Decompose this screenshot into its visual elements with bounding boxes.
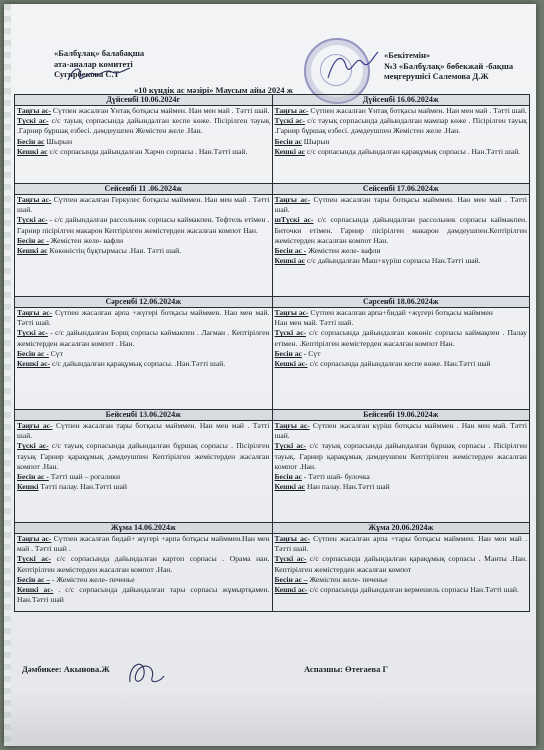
meal-entry	[275, 575, 528, 585]
meal-text: . с/с сорпасында дайындалған тары сорпасы жұмыртқамен. Нан.Тәтті шай	[17, 585, 270, 605]
meal-label: Түскі ас-	[17, 441, 49, 451]
meal-label: Бесін ас -	[17, 235, 49, 245]
meal-label: Бесін ас -	[17, 348, 49, 358]
meal-text: Сүтпен жасалған тары ботқасы майммен. Нан мен май . Тәтті шай.	[17, 421, 270, 441]
meal-text: с/с тауық сорпасында дайындалған бұршақ сорпасы . Пісірілген тауық Гарнир қарақұмық дәмдеушпен Кептірілген жемістерден жасалған компот .Нан.	[17, 441, 270, 471]
meal-entry	[17, 441, 270, 472]
meal-entry	[275, 554, 528, 574]
meal-label: шТүскі ас-	[274, 215, 314, 225]
day-date: Дүйсенбі 16.06.2024ж	[272, 95, 530, 106]
meal-entry	[17, 349, 270, 359]
meal-label: Кешкі ас-	[17, 359, 51, 369]
meal-text: с/с тауық сорпасында дайындалған мампар көже . Пісірілген тауық .Гарнир бұршақ езбесі. дәмдеушпен Жемістен желе .Нан.	[274, 116, 527, 136]
meal-entry	[275, 116, 528, 136]
meal-text: Тәтті палау. Нан.Тәтті шай	[38, 482, 127, 492]
meal-label: Кешкі ас	[17, 146, 48, 156]
meal-label: Бесін ас –	[17, 574, 51, 584]
meal-label: Түскі ас-	[274, 116, 306, 126]
meal-text: Көкөністің бұқтырмасы .Нан. Тәтті шай.	[47, 246, 182, 256]
meal-entry	[275, 147, 528, 157]
header-right	[384, 50, 513, 82]
day-menu	[272, 421, 530, 523]
meal-entry	[17, 215, 270, 235]
header-left-line-3: Сугирбекова С.Т	[54, 69, 120, 79]
meal-label: Кешкі ас-	[274, 359, 308, 369]
day-menu	[272, 308, 530, 410]
meal-entry	[17, 585, 270, 605]
meal-entry	[275, 349, 528, 359]
meal-label: Кешкі ас	[274, 482, 306, 492]
meal-entry	[275, 246, 528, 256]
signature-head	[322, 48, 382, 86]
meal-entry	[17, 421, 270, 441]
meal-label: Кешкі	[17, 482, 39, 492]
meal-text: - Жемістен желе- печенье	[50, 574, 135, 584]
day-date: Жұма 20.06.2024ж	[272, 523, 530, 534]
meal-label: Түскі ас-	[17, 215, 48, 225]
meal-label: Түскі ас-	[17, 116, 49, 126]
header-right-line-2: №3 «Балбұлақ» бөбекжай -бақша	[384, 60, 514, 71]
footer-nurse: Дәмбикеe: Акынова.Ж	[22, 664, 110, 674]
meal-text: с/с сорпасында дайындалған қарақұмық сорпасы . Манты .Нан. Кептірілген жемістерден жасалған компот	[274, 554, 527, 574]
meal-entry	[17, 482, 270, 492]
meal-text: Жемістен желе- вафли	[306, 246, 381, 256]
meal-text: Сүтпен жасалған Ұнтақ ботқасы маймен. Нан мен май . Тәтті шай.	[51, 106, 270, 115]
meal-entry	[275, 256, 528, 266]
meal-entry	[275, 308, 528, 318]
day-date: Сейсенбі 11 .06.2024ж	[15, 184, 273, 195]
meal-label: Түскі ас-	[274, 328, 307, 338]
meal-text: с/с сорпасында дайындалған Харчо сорпасы . Нан.Тәтті шай.	[47, 146, 248, 156]
meal-text: с/с сорпасында дайындалған кеспе көже. Нан.Тәтті шай	[307, 359, 491, 369]
day-menu	[15, 308, 273, 410]
meal-label: Түскі ас-	[17, 328, 48, 338]
meal-text: Жемістен желе- печенье	[307, 574, 388, 584]
meal-entry	[275, 482, 528, 492]
meal-entry	[275, 137, 528, 147]
meal-text: Сүтпен жасалған бидай+ жүгері +арпа ботқасы майммен.Нан мен май . Тәтті шай .	[17, 534, 270, 554]
meal-label: Түскі ас-	[17, 554, 52, 564]
day-menu	[272, 106, 530, 184]
meal-text: Сүтпен жасалған арпа +тары ботқасы майммен. Нан мен май . Тәтті шай.	[274, 534, 527, 554]
meal-label: Таңғы ас-	[274, 421, 310, 430]
menu-document	[4, 4, 536, 746]
day-date: Жұма 14.06.2024ж	[15, 523, 273, 534]
meal-text: с/с сорпасында дайындалған вермешель сорпасы Нан.Тәтті шай.	[307, 585, 519, 595]
meal-label: Бесін ас -	[274, 246, 307, 256]
meal-text: Тәтті шай – рогалики	[48, 472, 121, 482]
meal-label: Бесін ас	[274, 348, 302, 358]
day-date: Сәрсенбі 18.06.2024ж	[272, 297, 530, 308]
meal-label: Таңғы ас-	[274, 195, 311, 204]
meal-entry	[17, 236, 270, 246]
header-left-line-2: ата-аналар комитеті	[54, 58, 133, 69]
meal-text: - с/с дайындалған Борщ сорпасы каймакпен . Лагман . Кептірілген жемістерден жасалған компот . Нан.	[17, 328, 270, 348]
document-title: «10 күндік ас мәзірі» Маусым айы 2024 ж	[134, 85, 293, 95]
meal-text: Сүтпен жасалған күріш ботқасы майммен . Нан мен май. Тәтті шай.	[274, 421, 527, 441]
meal-entry	[17, 554, 270, 574]
meal-entry	[275, 215, 528, 246]
meal-label: Таңғы ас-	[17, 421, 53, 430]
meal-text: Сүтпен жасалған Ұнтақ ботқасы маймен. Нан мен май . Тәтті шай.	[308, 106, 527, 115]
meal-text: с/с сорпасында дайындалған көкөніс сорпасы каймақпен . Палау етімен. .Кептірілген жемістерден жасалған компот Нан.	[274, 328, 527, 348]
day-menu	[15, 195, 273, 297]
day-date: Сейсенбі 17.06.2024ж	[272, 184, 530, 195]
meal-text: Шырын	[301, 136, 330, 146]
meal-entry	[275, 585, 528, 595]
meal-entry	[17, 246, 270, 256]
meal-entry	[17, 195, 270, 215]
meal-entry	[275, 441, 528, 472]
meal-label: Бесін ас -	[17, 472, 49, 482]
meal-text: Нан палау. Нан.Тәтті шай	[305, 482, 390, 492]
day-menu	[15, 421, 273, 523]
footer-cook: Аспазшы: Өтегаева Г	[304, 664, 388, 674]
meal-text: с/с тауық сорпасында дайындалған кеспе көже. Пісірілген тауық .Гарнир бұршақ езбесі. дәмдеушпен Жемістен желе .Нан.	[17, 116, 270, 136]
meal-label: Таңғы ас-	[274, 308, 309, 317]
meal-text: с/с сорпасында дайындалған рассольник сорпасы каймакпен. Биточки етімен. Гарнир пісірілген макарон дәмдеушпен.Кептірілген жемістерден жасалған компот Нан.	[274, 215, 527, 245]
meal-entry	[17, 308, 270, 328]
meal-entry	[17, 147, 270, 157]
meal-text: Сүтпен жасалған арпа+бидай +жүгері ботқасы майммен	[308, 308, 493, 317]
meal-entry	[275, 534, 528, 554]
meal-entry	[17, 359, 270, 369]
meal-label: Бесін ас	[17, 136, 45, 146]
header-right-line-3: меңгерушісі Салемова Д.Ж	[384, 71, 489, 81]
header-right-line-1: «Бекітемін»	[384, 50, 431, 60]
meal-entry	[17, 137, 270, 147]
meal-entry	[275, 106, 528, 116]
meal-text: с/с дайындалған Маш+күріш сорпасы Нан.Тәтті шай.	[305, 256, 481, 266]
day-menu	[15, 106, 273, 184]
meal-entry	[275, 421, 528, 441]
meal-text: с/с дайындалған қарақұмық сорпасы. .Нан.Тәтті шай.	[50, 359, 226, 369]
meal-label: Бесін ас	[274, 136, 302, 146]
day-menu	[272, 195, 530, 297]
meal-text: с/с тауық сорпасында дайындалған бұршақ сорпасы . Пісірілген тауық. Гарнир қарақұмық дәмдеушпен Кептірілген жемістерден жасалған компот .Нан.	[274, 441, 528, 471]
meal-entry	[275, 195, 528, 215]
meal-label: Таңғы ас-	[17, 308, 53, 317]
meal-entry	[275, 328, 528, 348]
meal-entry	[275, 472, 528, 482]
meal-text: Шырын	[44, 136, 73, 146]
meal-label: Таңғы ас-	[17, 534, 52, 543]
meal-text: с/с сорпасында дайындалған картоп сорпасы . Орама нан. Кептірілген жемістерден жасалған компот .Нан.	[17, 554, 270, 574]
day-menu	[272, 534, 530, 612]
meal-entry	[17, 116, 270, 136]
meal-label: Кешкі ас	[274, 256, 306, 266]
meal-entry	[17, 472, 270, 482]
signature-left	[64, 62, 134, 86]
meal-label: Кешкі ас-	[274, 585, 308, 595]
meal-label: Таңғы ас-	[17, 195, 52, 204]
day-date: Бейсенбі 13.06.2024ж	[15, 410, 273, 421]
meal-label: Таңғы ас-	[274, 106, 309, 115]
meal-label: Бесін ас	[274, 472, 302, 482]
meal-text: - Тәтті шай- булочка	[301, 472, 370, 482]
meal-entry	[275, 318, 528, 328]
meal-text: Сүтпен жасалған арпа +жүгері ботқасы майммен. Нан мен май. Тәтті шай.	[17, 308, 270, 328]
meal-entry	[275, 359, 528, 369]
day-menu	[15, 534, 273, 612]
meal-text: - с/с дайындалған рассольник сорпасы каймакпен. Тефтель етімен . Гарнир пісірілген макарон Кептірілген жемістерден жасалған компот Нан.	[17, 215, 270, 235]
meal-label: Кешкі ас-	[17, 585, 54, 595]
day-date: Бейсенбі 19.06.2024ж	[272, 410, 530, 421]
meal-text: - Сүт	[301, 348, 321, 358]
meal-label: Түскі ас-	[274, 554, 307, 564]
meal-text: Жемістен желе- вафли	[48, 235, 124, 245]
header-left-line-1: «Балбұлақ» балабақша	[54, 48, 145, 58]
meal-entry	[17, 328, 270, 348]
meal-text: Нан мен май. Тәтті шай.	[274, 318, 354, 328]
signature-nurse	[122, 652, 168, 692]
meal-entry	[17, 575, 270, 585]
meal-entry	[17, 106, 270, 116]
meal-entry	[17, 534, 270, 554]
paper-edge	[4, 4, 11, 746]
meal-text: Сүт	[48, 348, 63, 358]
menu-table	[14, 94, 530, 612]
meal-label: Таңғы ас-	[17, 106, 52, 115]
meal-label: Таңғы ас-	[274, 534, 310, 543]
meal-text: с/с сорпасында дайындалған қарақұмық сорпасы . Нан.Тәтті шай.	[305, 146, 521, 156]
meal-label: Кешкі ас	[17, 246, 48, 256]
meal-text: Сүтпен жасалған Геркулес ботқасы майммен. Нан мен май . Тәтті шай.	[17, 195, 270, 215]
day-date: Сәрсенбі 12.06.2024ж	[15, 297, 273, 308]
day-date: Дүйсенбі 10.06.2024г	[15, 95, 273, 106]
meal-label: Кешкі ас	[274, 146, 306, 156]
meal-label: Түскі ас-	[274, 441, 307, 451]
meal-label: Бесін ас –	[274, 574, 308, 584]
meal-text: Сүтпен жасалған тары ботқасы майммен. Нан мен май . Тәтті шай.	[274, 195, 527, 215]
